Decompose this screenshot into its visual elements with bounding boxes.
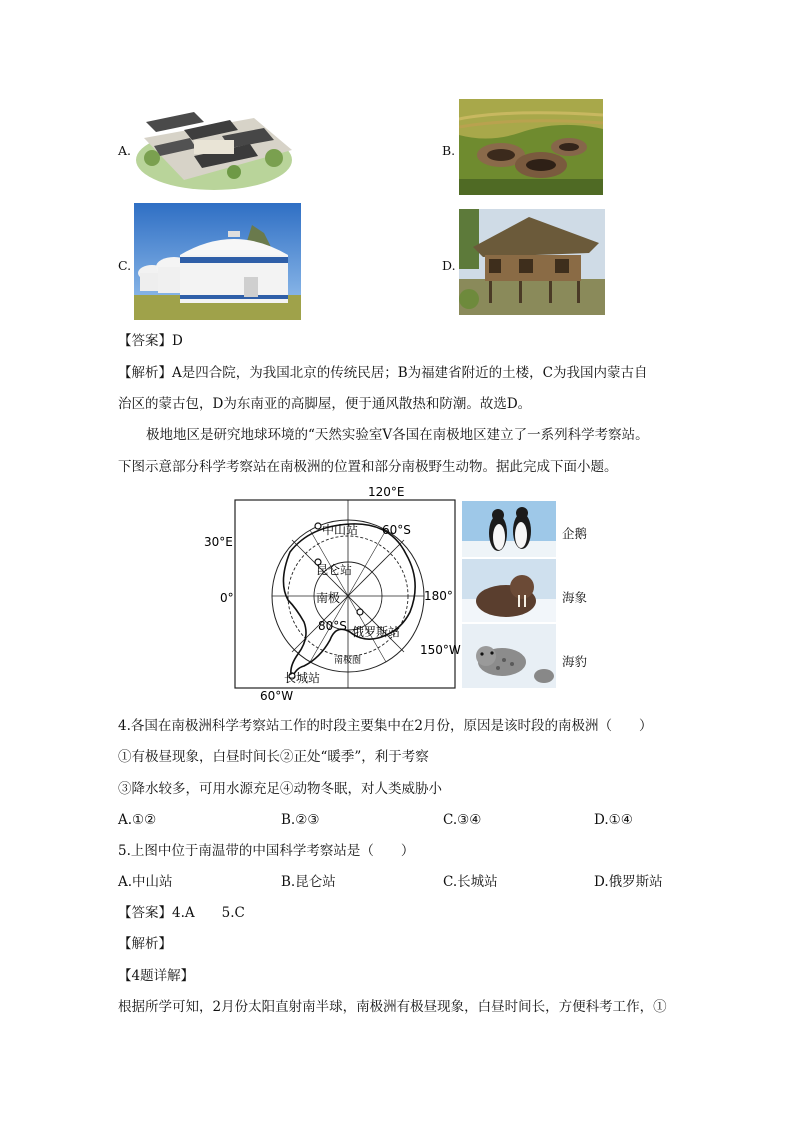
label-russia: 俄罗斯站 bbox=[352, 625, 401, 639]
penguin-label: 企鹅 bbox=[562, 526, 588, 541]
siheyuan-image bbox=[134, 100, 294, 194]
q5-stem: 5.上图中位于南温带的中国科学考察站是（ ） bbox=[118, 843, 415, 859]
stilt-house-image bbox=[459, 209, 605, 315]
answer-1: 【答案】D bbox=[118, 333, 183, 349]
q5-option-a[interactable]: A.中山站 bbox=[118, 874, 173, 890]
q5-option-b[interactable]: B.昆仑站 bbox=[281, 874, 336, 890]
q4-option-d[interactable]: D.①④ bbox=[594, 812, 633, 828]
label-120e: 120°E bbox=[368, 485, 405, 499]
detail-4-heading: 【4题详解】 bbox=[118, 968, 195, 984]
label-60s: 60°S bbox=[382, 523, 411, 537]
detail-4-text: 根据所学可知，2月份太阳直射南半球，南极洲有极昼现象，白昼时间长，方便科考工作，① bbox=[118, 999, 667, 1015]
tulou-image bbox=[459, 99, 603, 195]
q4-stem: 4.各国在南极洲科学考察站工作的时段主要集中在2月份，原因是该时段的南极洲（ ） bbox=[118, 718, 653, 734]
q5-option-d[interactable]: D.俄罗斯站 bbox=[594, 874, 663, 890]
q4-option-a[interactable]: A.①② bbox=[118, 812, 157, 828]
q4-option-b[interactable]: B.②③ bbox=[281, 812, 320, 828]
label-great-wall: 长城站 bbox=[284, 671, 321, 685]
walrus-image bbox=[462, 559, 556, 622]
label-180: 180° bbox=[424, 589, 453, 603]
walrus-label: 海象 bbox=[562, 590, 588, 605]
answer-2: 【答案】4.A 5.C bbox=[118, 905, 245, 921]
q4-statement-1: ①有极昼现象，白昼时间长②正处“暖季”，利于考察 bbox=[118, 749, 429, 765]
seal-image bbox=[462, 624, 556, 688]
q4-option-c[interactable]: C.③④ bbox=[443, 812, 482, 828]
label-150w: 150°W bbox=[420, 643, 461, 657]
option-b-label: B. bbox=[442, 143, 456, 158]
option-c-label: C. bbox=[118, 258, 132, 273]
q5-option-c[interactable]: C.长城站 bbox=[443, 874, 498, 890]
antarctica-map bbox=[200, 482, 462, 704]
label-60w: 60°W bbox=[260, 689, 294, 703]
label-kunlun: 昆仑站 bbox=[316, 563, 353, 577]
seal-label: 海豹 bbox=[562, 654, 588, 669]
label-0: 0° bbox=[220, 591, 234, 605]
label-south-pole: 南极 bbox=[316, 591, 341, 605]
option-d-label: D. bbox=[442, 258, 456, 273]
option-a-label: A. bbox=[118, 143, 132, 158]
label-zhongshan: 中山站 bbox=[322, 523, 359, 537]
q4-statement-2: ③降水较多，可用水源充足④动物冬眠，对人类威胁小 bbox=[118, 781, 442, 797]
yurt-image bbox=[134, 203, 301, 320]
label-30e: 30°E bbox=[204, 535, 233, 549]
intro-line-2: 下图示意部分科学考察站在南极洲的位置和部分南极野生动物。据此完成下面小题。 bbox=[118, 459, 618, 475]
analysis-1-line-1: 【解析】A是四合院，为我国北京的传统民居；B为福建省附近的土楼，C为我国内蒙古自 bbox=[118, 365, 648, 381]
intro-line-1: 极地地区是研究地球环境的“天然实验室V各国在南极地区建立了一系列科学考察站。 bbox=[146, 427, 649, 443]
label-antarctic-circle: 南极圈 bbox=[334, 656, 362, 666]
analysis-1-line-2: 治区的蒙古包，D为东南亚的高脚屋，便于通风散热和防潮。故选D。 bbox=[118, 396, 532, 412]
penguin-image bbox=[462, 501, 556, 557]
analysis-2: 【解析】 bbox=[118, 936, 172, 952]
label-80s: 80°S bbox=[318, 619, 347, 633]
